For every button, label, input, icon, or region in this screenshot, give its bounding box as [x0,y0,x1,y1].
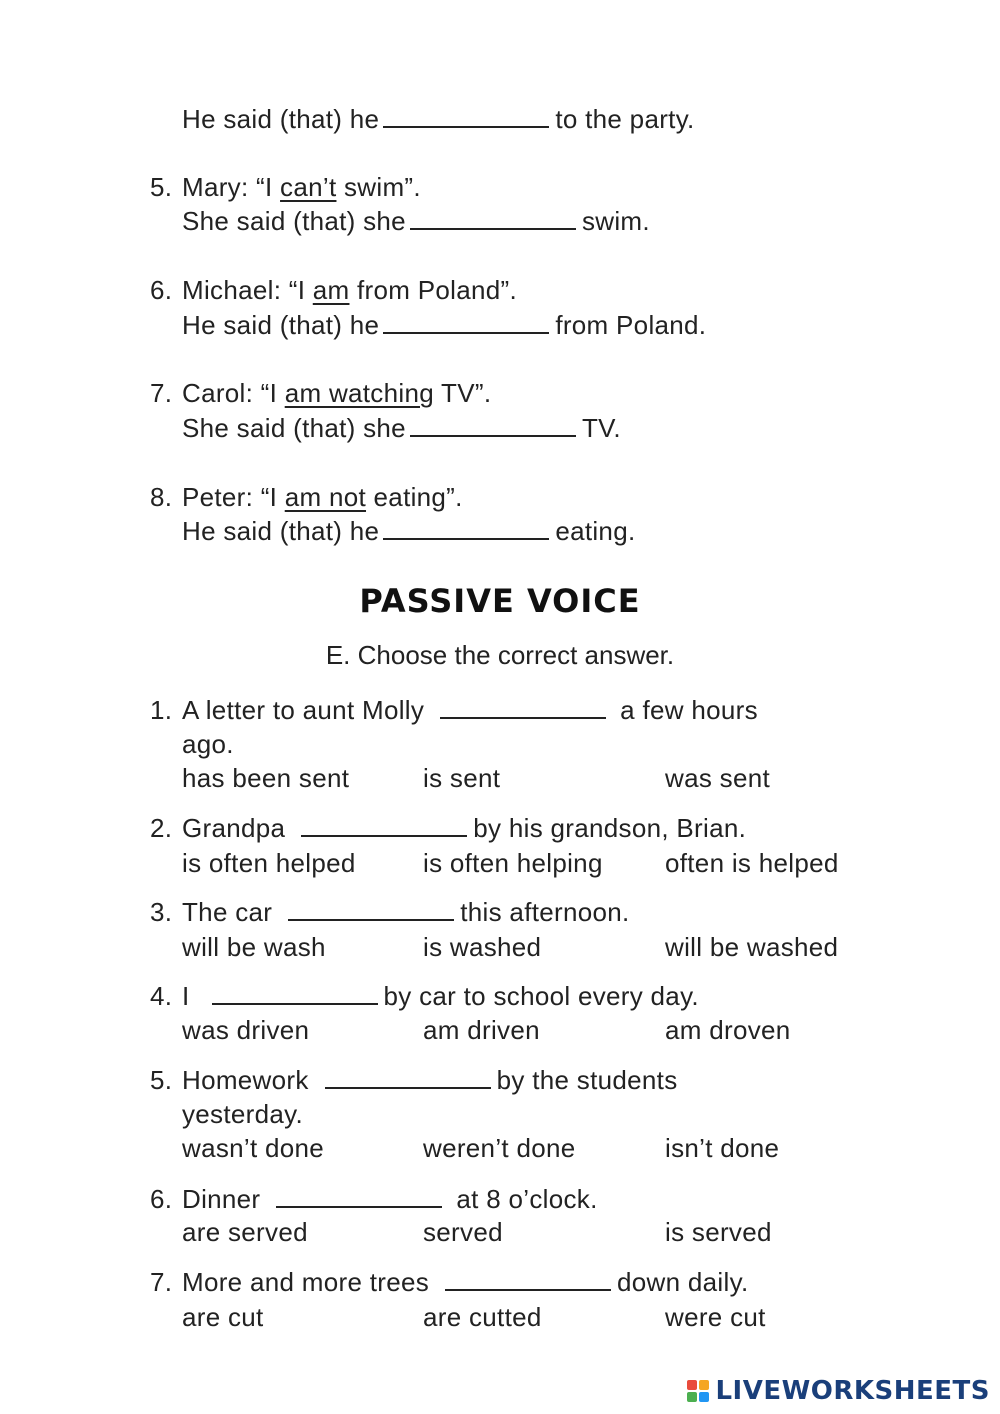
question-text-after: by his grandson, Brian. [473,813,747,843]
question-text-before: Homework [182,1065,309,1095]
answer-blank[interactable] [383,518,549,540]
answer-blank[interactable] [288,899,454,921]
direct-speech-end: eating”. [373,482,463,512]
underlined-verb: am watching [284,378,434,408]
question-text-after: a few hours [620,695,758,725]
question-text-before: The car [182,897,273,927]
underlined-verb: am [312,275,350,305]
logo-square-icon [699,1392,709,1402]
option-2b[interactable]: is often helping [423,848,603,878]
item-number: 5. [150,172,173,202]
question-number: 3. [150,897,173,927]
question-number: 4. [150,981,173,1011]
direct-speech-start: Peter: “I [182,482,278,512]
answer-prefix: She said (that) she [182,206,406,236]
answer-blank[interactable] [301,815,467,837]
answer-blank[interactable] [383,312,549,334]
question-text-after: by car to school every day. [383,981,699,1011]
question-text-before: Grandpa [182,813,286,843]
direct-speech-end: swim”. [344,172,421,202]
item-number: 7. [150,378,173,408]
question-text-after: at 8 o’clock. [456,1184,598,1214]
liveworksheets-logo [687,1376,990,1406]
answer-blank[interactable] [410,415,576,437]
option-5c[interactable]: isn’t done [665,1133,780,1163]
option-1b[interactable]: is sent [423,763,501,793]
item-number: 8. [150,482,173,512]
answer-suffix: swim. [581,206,650,236]
option-6c[interactable]: is served [665,1217,772,1247]
option-6b[interactable]: served [423,1217,503,1247]
logo-square-icon [687,1380,697,1390]
answer-suffix: to the party. [555,104,695,134]
question-text-after: down daily. [617,1267,749,1297]
direct-speech-start: Michael: “I [182,275,306,305]
logo-square-icon [699,1380,709,1390]
underlined-verb: can’t [280,172,337,202]
option-1a[interactable]: has been sent [182,763,350,793]
question-number: 1. [150,695,173,725]
option-2a[interactable]: is often helped [182,848,356,878]
answer-suffix: TV. [581,413,621,443]
question-number: 7. [150,1267,173,1297]
option-7a[interactable]: are cut [182,1302,264,1332]
answer-suffix: from Poland. [555,310,707,340]
section-heading: PASSIVE VOICE [359,582,641,620]
option-6a[interactable]: are served [182,1217,308,1247]
item-number: 6. [150,275,173,305]
option-3b[interactable]: is washed [423,932,542,962]
option-4c[interactable]: am droven [665,1015,791,1045]
answer-blank[interactable] [212,983,378,1005]
option-4a[interactable]: was driven [182,1015,310,1045]
answer-prefix: She said (that) she [182,413,406,443]
question-text-before: I [182,981,190,1011]
answer-blank[interactable] [440,697,606,719]
question-text-after: this afternoon. [460,897,630,927]
direct-speech-start: Mary: “I [182,172,273,202]
option-3c[interactable]: will be washed [665,932,839,962]
option-4b[interactable]: am driven [423,1015,540,1045]
answer-blank[interactable] [445,1269,611,1291]
answer-blank[interactable] [383,106,549,128]
underlined-verb: am not [284,482,367,512]
direct-speech-start: Carol: “I [182,378,278,408]
option-5b[interactable]: weren’t done [423,1133,576,1163]
logo-square-icon [687,1392,697,1402]
answer-prefix: He said (that) he [182,310,380,340]
option-7b[interactable]: are cutted [423,1302,542,1332]
instruction: E. Choose the correct answer. [325,640,675,670]
logo-text: LIVEWORKSHEETS [715,1376,990,1406]
question-continuation: ago. [182,729,234,759]
logo-mark-icon [687,1380,709,1402]
question-continuation: yesterday. [182,1099,304,1129]
question-text-before: A letter to aunt Molly [182,695,425,725]
question-text-before: More and more trees [182,1267,430,1297]
question-text-before: Dinner [182,1184,261,1214]
answer-blank[interactable] [276,1186,442,1208]
option-5a[interactable]: wasn’t done [182,1133,325,1163]
answer-blank[interactable] [325,1067,491,1089]
direct-speech-end: from Poland”. [357,275,517,305]
answer-blank[interactable] [410,208,576,230]
option-2c[interactable]: often is helped [665,848,839,878]
answer-prefix: He said (that) he [182,516,380,546]
answer-prefix: He said (that) he [182,104,380,134]
option-1c[interactable]: was sent [665,763,771,793]
answer-suffix: eating. [555,516,636,546]
question-number: 6. [150,1184,173,1214]
question-text-after: by the students [496,1065,678,1095]
direct-speech-end: TV”. [441,378,492,408]
option-3a[interactable]: will be wash [182,932,326,962]
question-number: 2. [150,813,173,843]
question-number: 5. [150,1065,173,1095]
option-7c[interactable]: were cut [665,1302,766,1332]
